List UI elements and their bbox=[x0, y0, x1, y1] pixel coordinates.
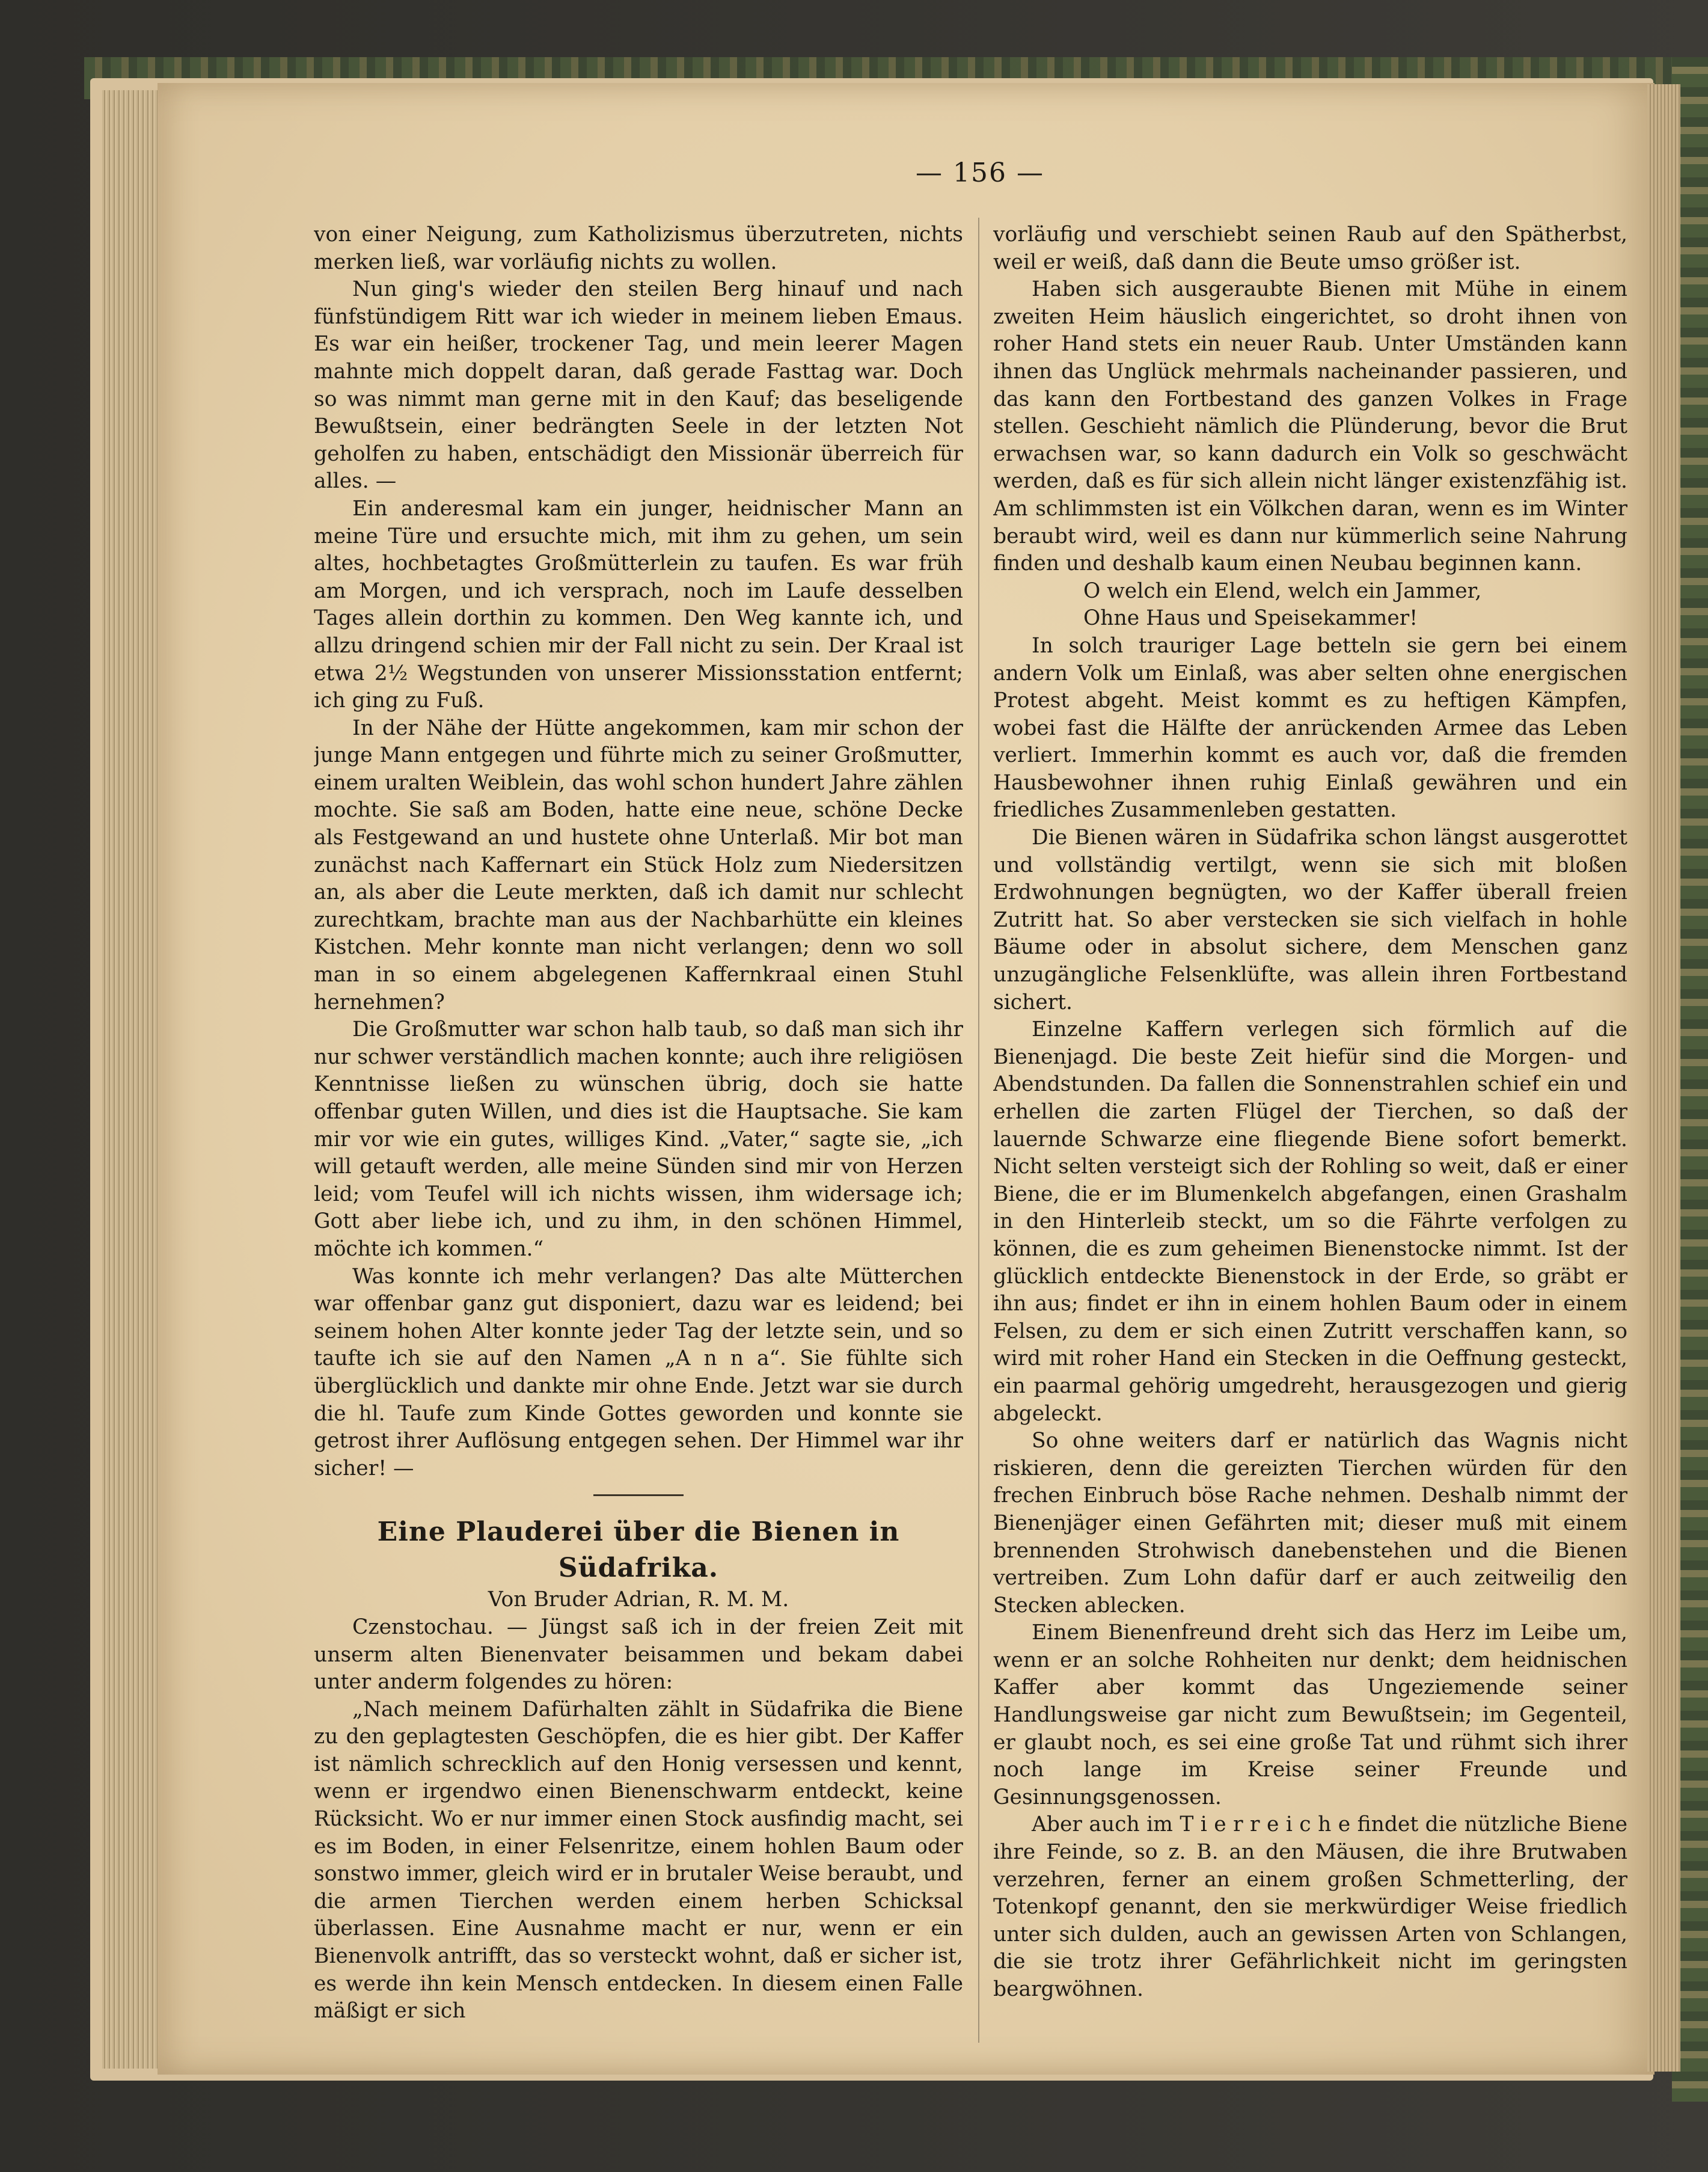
paragraph: Was konnte ich mehr verlangen? Das alte Mütterchen war offenbar ganz gut disponiert, dazu war es leidend; bei seinem hohen Alter konnte jeder Tag der letzte sein, und so taufte ich sie auf den Namen „A n n a“. Sie fühlte sich überglücklich und dankte mir ohne Ende. Jetzt war sie durch die hl. Taufe zum Kinde Gottes geworden und konnte sie getrost ihrer Auflösung entgegen sehen. Der Himmel war ihr sicher! — bbox=[314, 1264, 963, 1480]
paragraph: In solch trauriger Lage betteln sie gern bei einem andern Volk um Einlaß, was aber selten ohne energischen Protest abgeht. Meist kommt es zu heftigen Kämpfen, wobei fast die Hälfte der anrückenden Armee das Leben verliert. Immerhin kommt es auch vor, daß die fremden Hausbewohner ihnen ruhig Einlaß gewähren und ein friedliches Zusammenleben gestatten. bbox=[993, 633, 1627, 823]
paragraph: von einer Neigung, zum Katholizismus überzutreten, nichts merken ließ, war vorläufig nichts zu wollen. bbox=[314, 222, 963, 274]
paragraph: Haben sich ausgeraubte Bienen mit Mühe in einem zweiten Heim häuslich eingerichtet, so droht ihnen von roher Hand stets ein neuer Raub. Unter Umständen kann ihnen das Unglück mehrmals nacheinander passieren, und das kann den Fortbestand des ganzen Volkes in Frage stellen. Geschieht nämlich die Plünderung, bevor die Brut erwachsen war, so kann dadurch ein Volk so geschwächt werden, daß es für sich allein nicht länger existenzfähig ist. Am schlimmsten ist ein Völkchen daran, wenn es im Winter beraubt wird, weil es dann nur kümmerlich seine Nahrung finden und deshalb kaum einen Neubau beginnen kann. bbox=[993, 277, 1627, 576]
paragraph: Die Bienen wären in Südafrika schon längst ausgerottet und vollständig vertilgt, wenn sie sich mit bloßen Erdwohnungen begnügten, wo der Kaffer überall freien Zutritt hat. So aber verstecken sie sich vielfach in hohle Bäume oder in absolut sichere, dem Menschen ganz unzugängliche Felsenklüfte, was allein ihren Fortbestand sichert. bbox=[993, 826, 1627, 1014]
paragraph: Einzelne Kaffern verlegen sich förmlich auf die Bienenjagd. Die beste Zeit hiefür sind die Morgen- und Abendstunden. Da fallen die Sonnenstrahlen schief ein und erhellen die zarten Flügel der Tierchen, so daß der lauernde Schwarze eine fliegende Biene sofort bemerkt. Nicht selten versteigt sich der Rohling so weit, daß er einer Biene, die er im Blumenkelch abgefangen, einen Grashalm in den Hinterleib steckt, um so die Fährte verfolgen zu können, die es zum geheimen Bienenstocke nimmt. Ist der glücklich entdeckte Bienenstock in der Erde, so gräbt er ihn aus; findet er ihn in einem hohlen Baum oder in einem Felsen, zu dem er sich einen Zutritt verschaffen kann, so wird mit roher Hand ein Stecken in die Oeffnung gesteckt, ein paarmal gehörig umgedreht, herausgezogen und gierig abgeleckt. bbox=[993, 1017, 1627, 1426]
column-divider bbox=[978, 218, 979, 2043]
verse-line: Ohne Haus und Speisekammer! bbox=[1083, 606, 1418, 631]
section-separator bbox=[593, 1494, 684, 1496]
paragraph: So ohne weiters darf er natürlich das Wagnis nicht riskieren, denn die gereizten Tierchen würden für den frechen Einbruch böse Rache nehmen. Deshalb nimmt der Bienenjäger einen Gefährten mit; dieser muß mit einem brennenden Strohwisch danebenstehen und die Bienen vertreiben. Zum Lohn dafür darf er auch zeitweilig den Stecken ablecken. bbox=[993, 1429, 1627, 1618]
page-number: — 156 — bbox=[916, 158, 1044, 188]
paragraph: Nun ging's wieder den steilen Berg hinauf und nach fünfstündigem Ritt war ich wieder in meinem lieben Emaus. Es war ein heißer, trockener Tag, und mein leerer Magen mahnte mich doppelt daran, daß gerade Fasttag war. Doch so was nimmt man gerne mit in den Kauf; das beseligende Bewußtsein, einer bedrängten Seele in der letzten Not geholfen zu haben, entschädigt den Missionär überreich für alles. — bbox=[314, 277, 963, 494]
article-byline: Von Bruder Adrian, R. M. M. bbox=[488, 1588, 789, 1612]
right-column bbox=[993, 221, 1627, 2043]
paragraph: Die Großmutter war schon halb taub, so daß man sich ihr nur schwer verständlich machen konnte; auch ihre religiösen Kenntnisse ließen zu wünschen übrig, doch sie hatte offenbar guten Willen, und dies ist die Hauptsache. Sie kam mir vor wie ein gutes, williges Kind. „Vater,“ sagte sie, „ich will getauft werden, alle meine Sünden sind mir von Herzen leid; vom Teufel will ich nichts wissen, ihm widersage ich; Gott aber liebe ich, und zu ihm, in den schönen Himmel, möchte ich kommen.“ bbox=[314, 1017, 963, 1261]
paragraph: Aber auch im T i e r r e i c h e findet die nützliche Biene ihre Feinde, so z. B. an den Mäusen, die ihre Brutwaben verzehren, ferner an einem großen Schmetterling, der Totenkopf genannt, den sie merkwürdiger Weise friedlich unter sich dulden, auch an gewissen Arten von Schlangen, die sie trotz ihrer Gefährlichkeit nicht im geringsten beargwöhnen. bbox=[993, 1812, 1627, 2001]
paragraph: Ein anderesmal kam ein junger, heidnischer Mann an meine Türe und ersuchte mich, mit ihm zu gehen, um sein altes, hochbetagtes Großmütterlein zu taufen. Es war früh am Morgen, und ich versprach, noch im Laufe desselben Tages allein dorthin zu kommen. Den Weg kannte ich, und allzu dringend schien mir der Fall nicht zu sein. Der Kraal ist etwa 2½ Wegstunden von unserer Missionsstation entfernt; ich ging zu Fuß. bbox=[314, 496, 963, 713]
paragraph: In der Nähe der Hütte angekommen, kam mir schon der junge Mann entgegen und führte mich zu seiner Großmutter, einem uralten Weiblein, das wohl schon hundert Jahre zählen mochte. Sie saß am Boden, hatte eine neue, schöne Decke als Festgewand an und hustete ohne Unterlaß. Mir bot man zunächst nach Kaffernart ein Stück Holz zum Niedersitzen an, als aber die Leute merkten, daß ich damit nur schlecht zurechtkam, brachte man aus der Nachbarhütte ein kleines Kistchen. Mehr konnte man nicht verlangen; denn wo soll man in so einem abgelegenen Kaffernkraal einen Stuhl hernehmen? bbox=[314, 716, 963, 1014]
article-title: Eine Plauderei über die Bienen in Südafrika. bbox=[377, 1517, 900, 1584]
paragraph: vorläufig und verschiebt seinen Raub auf den Spätherbst, weil er weiß, daß dann die Beute umso größer ist. bbox=[993, 222, 1627, 274]
paragraph: Czenstochau. — Jüngst saß ich in der freien Zeit mit unserm alten Bienenvater beisammen und bekam dabei unter anderm folgendes zu hören: bbox=[314, 1615, 963, 1695]
verse-line: O welch ein Elend, welch ein Jammer, bbox=[1083, 578, 1482, 603]
paragraph: Einem Bienenfreund dreht sich das Herz im Leibe um, wenn er an solche Rohheiten nur denkt; dem heidnischen Kaffer aber kommt das Ungeziemende seiner Handlungsweise gar nicht zum Bewußtsein; im Gegenteil, er glaubt noch, es sei eine große Tat und rühmt sich ihrer noch lange im Kreise seiner Freunde und Gesinnungsgenossen. bbox=[993, 1621, 1627, 1809]
page-stack-edges bbox=[102, 90, 159, 2069]
paragraph: „Nach meinem Dafürhalten zählt in Südafrika die Biene zu den geplagtesten Geschöpfen, die es hier gibt. Der Kaffer ist nämlich schrecklich auf den Honig versessen und kennt, wenn er irgendwo einen Bienenschwarm entdeckt, keine Rücksicht. Wo er nur immer einen Stock ausfindig macht, sei es im Boden, in einer Felsenritze, einem hohlen Baum oder sonstwo immer, gleich wird er in brutaler Weise beraubt, und die armen Tierchen werden einem herben Schicksal überlassen. Eine Ausnahme macht er nur, wenn er ein Bienenvolk antrifft, das so versteckt wohnt, daß er sicher ist, es werde ihn kein Mensch entdecken. In diesem einen Falle mäßigt er sich bbox=[314, 1697, 963, 2023]
page-stack-right-edge bbox=[1647, 84, 1680, 2072]
left-column bbox=[314, 221, 963, 2043]
